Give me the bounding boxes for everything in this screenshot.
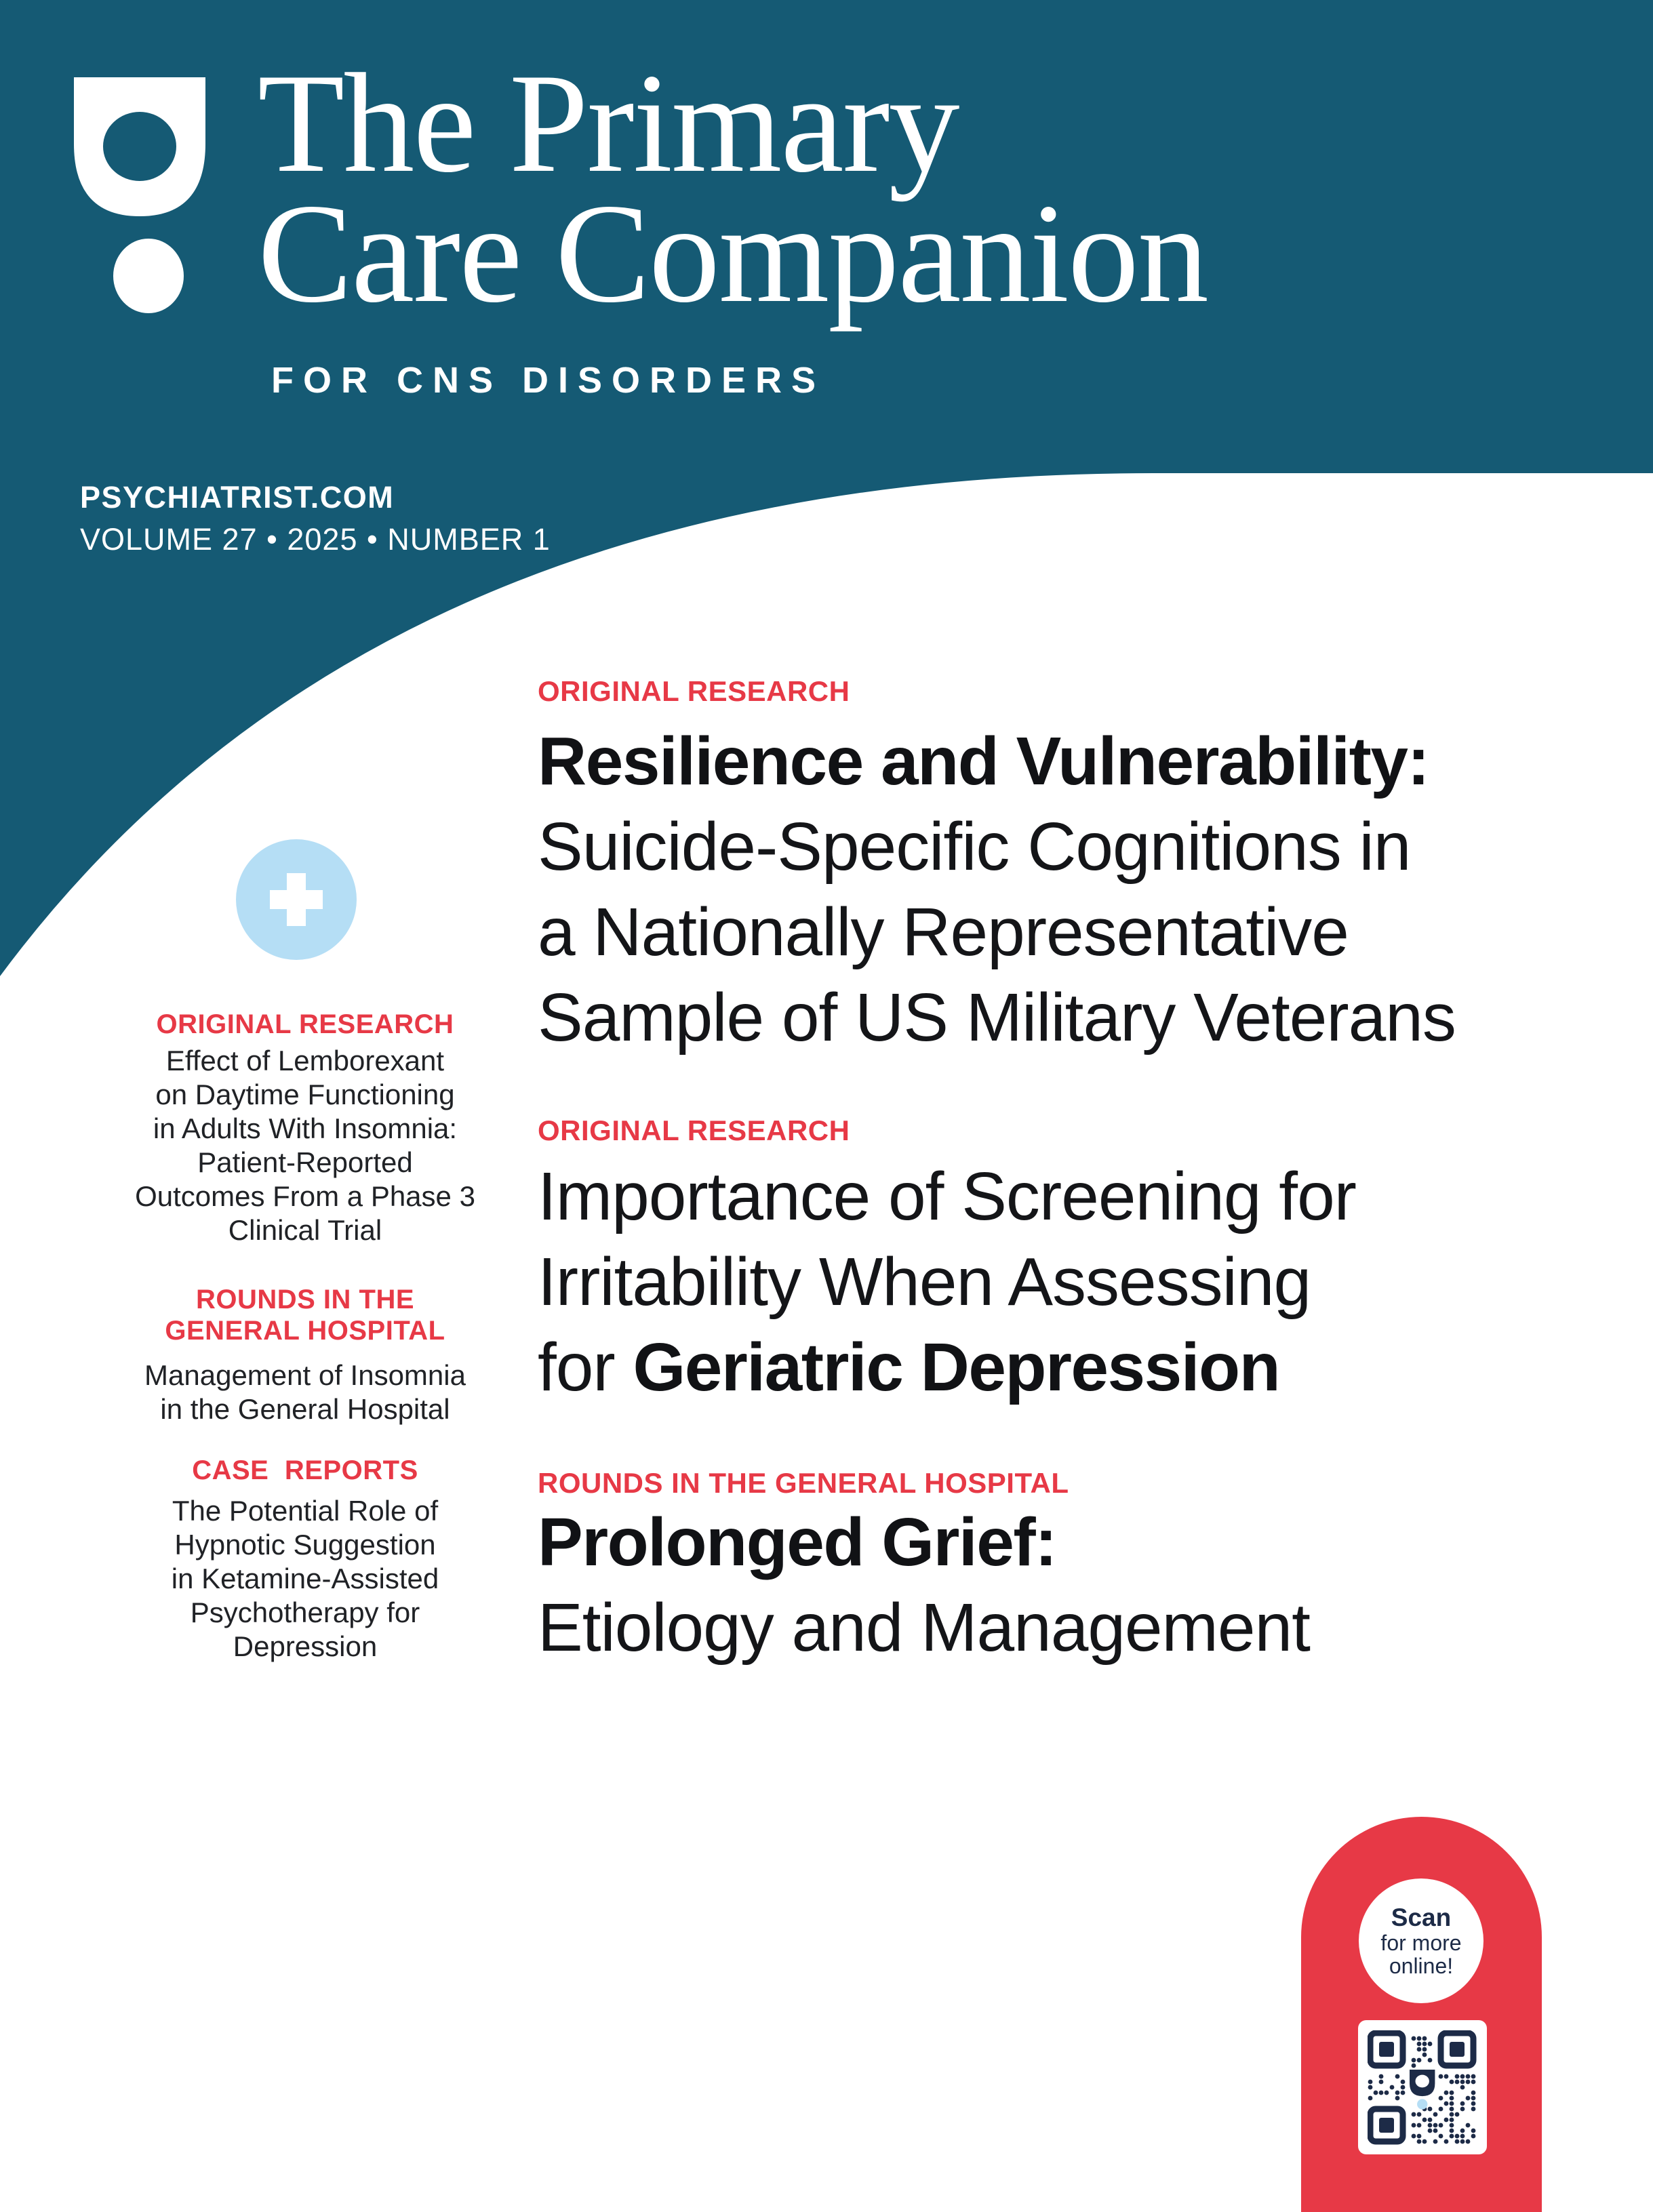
sidebar-article-title	[125, 1359, 485, 1426]
headline-line	[538, 1325, 1356, 1410]
feature-headline	[538, 1154, 1356, 1410]
plus-icon	[236, 839, 357, 960]
sidebar-section-label	[125, 1455, 485, 1486]
sidebar-title-line: Psychotherapy for	[190, 1596, 420, 1628]
feature-category-label: ORIGINAL RESEARCH	[538, 1114, 850, 1146]
headline-line: Sample of US Military Veterans	[538, 980, 1456, 1055]
sidebar-label-text: ORIGINAL RESEARCH	[156, 1009, 454, 1039]
sidebar-title-line: Clinical Trial	[228, 1214, 382, 1246]
headline-line: Etiology and Management	[538, 1590, 1310, 1666]
feature-headline	[538, 1500, 1310, 1670]
sidebar-title-line: in Ketamine-Assisted	[171, 1563, 439, 1594]
sidebar-title-line: on Daytime Functioning	[155, 1079, 455, 1110]
sidebar-title-line: in Adults With Insomnia:	[153, 1112, 458, 1144]
sidebar-title-line: Patient-Reported	[197, 1146, 413, 1178]
sidebar-label-text: CASE REPORTS	[192, 1455, 418, 1485]
headline-line: Resilience and Vulnerability:	[538, 723, 1429, 799]
journal-title-line2: Care Companion	[258, 175, 1208, 332]
journal-title	[258, 45, 1208, 332]
headline-line: a Nationally Representative	[538, 894, 1349, 970]
headline-line: Irritability When Assessing	[538, 1244, 1311, 1320]
sidebar-label-line: GENERAL HOSPITAL	[165, 1316, 445, 1346]
feature-category-label: ORIGINAL RESEARCH	[538, 675, 850, 707]
headline-fragment: for	[538, 1329, 633, 1405]
journal-title-line1: The Primary	[258, 45, 959, 202]
headline-line: Importance of Screening for	[538, 1159, 1356, 1234]
sidebar-section-label	[125, 1284, 485, 1346]
sidebar-title-line: Hypnotic Suggestion	[174, 1529, 436, 1561]
headline-line: Prolonged Grief:	[538, 1504, 1056, 1580]
volume-issue-line: VOLUME 27 • 2025 • NUMBER 1	[80, 522, 551, 557]
sidebar-title-line: in the General Hospital	[160, 1393, 450, 1425]
scan-callout	[1359, 1878, 1483, 2003]
feature-headline	[538, 719, 1456, 1060]
journal-subtitle: FOR CNS DISORDERS	[271, 360, 826, 401]
sidebar-title-line: Effect of Lemborexant	[165, 1045, 445, 1077]
sidebar-title-line: Outcomes From a Phase 3	[135, 1180, 475, 1212]
sidebar-title-line: The Potential Role of	[172, 1495, 439, 1527]
sidebar-article-title	[125, 1494, 485, 1664]
sidebar-title-line: Depression	[233, 1630, 378, 1662]
qr-code	[1358, 2020, 1487, 2154]
sidebar-title-line: Management of Insomnia	[144, 1359, 466, 1391]
scan-text-bold: Scan	[1391, 1904, 1452, 1931]
qr-code-graphic	[1368, 2030, 1477, 2146]
sidebar-label-line: ROUNDS IN THE	[195, 1285, 415, 1314]
headline-line: Suicide-Specific Cognitions in	[538, 809, 1411, 885]
sidebar-section-label	[125, 1009, 485, 1040]
website-url: PSYCHIATRIST.COM	[80, 480, 395, 515]
headline-fragment-bold: Geriatric Depression	[633, 1329, 1280, 1405]
scan-badge	[1301, 1817, 1542, 2212]
sidebar-article-title	[125, 1044, 485, 1247]
feature-category-label: ROUNDS IN THE GENERAL HOSPITAL	[538, 1467, 1069, 1499]
plus-icon-bar	[287, 873, 306, 926]
scan-text: for more	[1380, 1931, 1462, 1955]
scan-text: online!	[1389, 1954, 1454, 1978]
